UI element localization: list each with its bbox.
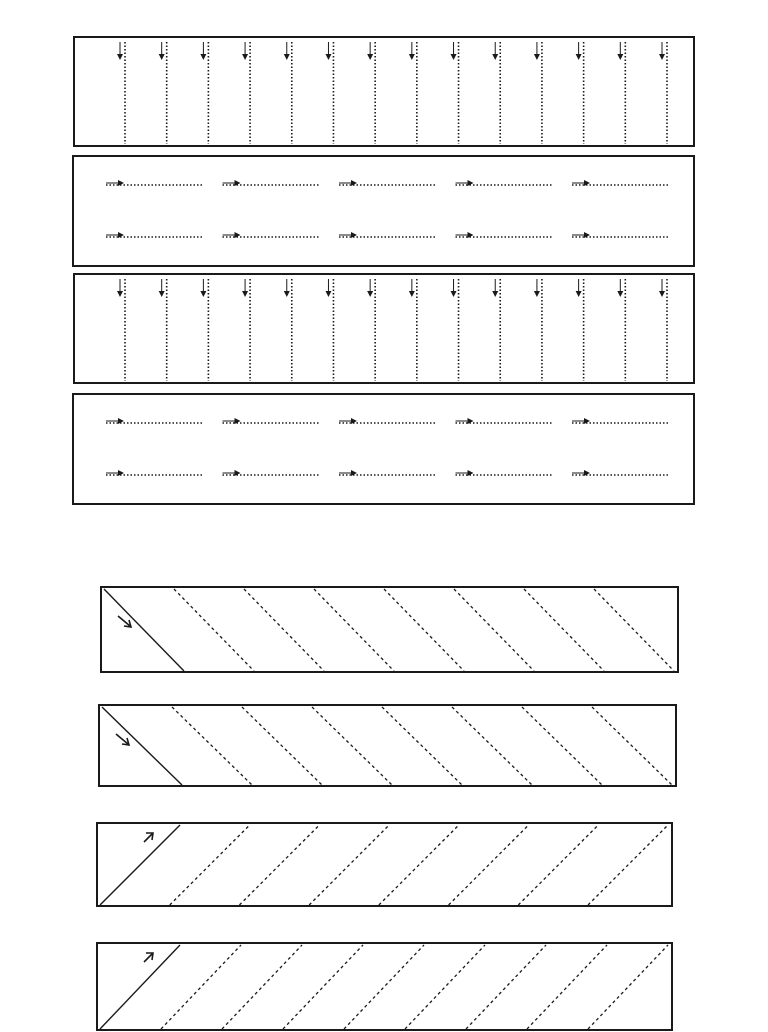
arrow-head-icon bbox=[409, 54, 415, 60]
diagonal-lines-group bbox=[98, 704, 678, 788]
arrow-head-icon bbox=[159, 54, 165, 60]
solid-example-line bbox=[100, 825, 180, 905]
diagonal-lines-group bbox=[96, 942, 674, 1032]
arrow-head-icon bbox=[576, 54, 582, 60]
arrow-icon bbox=[118, 616, 131, 627]
arrow-head-icon bbox=[159, 291, 165, 297]
vertical-tracing-panel-1 bbox=[73, 36, 695, 147]
arrow-head-icon bbox=[242, 291, 248, 297]
dashed-guide-line bbox=[222, 945, 302, 1029]
arrow-head-icon bbox=[284, 291, 290, 297]
arrow-head-icon bbox=[617, 54, 623, 60]
arrow-head-icon bbox=[200, 291, 206, 297]
arrow-head-icon bbox=[242, 54, 248, 60]
dashed-guide-line bbox=[161, 945, 241, 1029]
dashed-guide-line bbox=[344, 945, 424, 1029]
dashed-guide-line bbox=[594, 589, 674, 671]
arrow-head-icon bbox=[617, 291, 623, 297]
arrow-icon bbox=[144, 953, 153, 962]
dashed-guide-line bbox=[382, 707, 462, 785]
dashed-guide-line bbox=[452, 707, 532, 785]
dashed-guide-line bbox=[466, 945, 546, 1029]
dashed-guide-line bbox=[384, 589, 464, 671]
dashed-guide-line bbox=[242, 707, 322, 785]
panel-border bbox=[97, 943, 672, 1030]
horizontal-tracing-panel-1 bbox=[72, 155, 695, 267]
dashed-guide-line bbox=[170, 825, 250, 905]
panel-border bbox=[97, 823, 672, 906]
arrow-head-icon bbox=[409, 291, 415, 297]
solid-example-line bbox=[104, 589, 184, 671]
arrow-head-icon bbox=[492, 291, 498, 297]
panel-border bbox=[99, 705, 676, 786]
diagonal-tracing-panel-4 bbox=[96, 942, 674, 1024]
dashed-guide-line bbox=[312, 707, 392, 785]
vertical-tracing-panel-2 bbox=[73, 273, 695, 384]
dashed-guide-line bbox=[174, 589, 254, 671]
dashed-guide-line bbox=[405, 945, 485, 1029]
dashed-guide-line bbox=[588, 945, 668, 1029]
dashed-guide-line bbox=[239, 825, 319, 905]
arrow-head-icon bbox=[284, 54, 290, 60]
diagonal-tracing-panel-2 bbox=[98, 704, 678, 788]
arrow-head-icon bbox=[576, 291, 582, 297]
arrow-head-icon bbox=[200, 54, 206, 60]
dashed-guide-line bbox=[592, 707, 672, 785]
arrow-head-icon bbox=[325, 291, 331, 297]
arrow-head-icon bbox=[492, 54, 498, 60]
arrow-head-icon bbox=[367, 291, 373, 297]
arrow-head-icon bbox=[659, 54, 665, 60]
dashed-guide-line bbox=[522, 707, 602, 785]
dashed-guide-line bbox=[244, 589, 324, 671]
arrow-head-icon bbox=[325, 54, 331, 60]
arrow-icon bbox=[144, 833, 153, 842]
diagonal-tracing-panel-1 bbox=[100, 586, 680, 674]
dashed-guide-line bbox=[524, 589, 604, 671]
arrow-head-icon bbox=[659, 291, 665, 297]
diagonal-lines-group bbox=[96, 822, 674, 908]
arrow-head-icon bbox=[117, 54, 123, 60]
arrow-head-icon bbox=[117, 291, 123, 297]
dashed-guide-line bbox=[518, 825, 598, 905]
dashed-guide-line bbox=[379, 825, 459, 905]
dashed-guide-line bbox=[172, 707, 252, 785]
vertical-lines-group bbox=[75, 275, 697, 386]
panel-border bbox=[101, 587, 678, 672]
solid-example-line bbox=[100, 945, 180, 1029]
vertical-lines-group bbox=[75, 38, 697, 149]
solid-example-line bbox=[102, 707, 182, 785]
arrow-head-icon bbox=[451, 54, 457, 60]
arrow-head-icon bbox=[534, 291, 540, 297]
arrow-head-icon bbox=[367, 54, 373, 60]
arrow-icon bbox=[116, 734, 129, 745]
dashed-guide-line bbox=[527, 945, 607, 1029]
dashed-guide-line bbox=[588, 825, 668, 905]
dashed-guide-line bbox=[314, 589, 394, 671]
dashed-guide-line bbox=[283, 945, 363, 1029]
arrow-head-icon bbox=[534, 54, 540, 60]
dashed-guide-line bbox=[454, 589, 534, 671]
horizontal-tracing-panel-2 bbox=[72, 393, 695, 505]
diagonal-lines-group bbox=[100, 586, 680, 674]
horizontal-lines-group bbox=[74, 395, 697, 507]
dashed-guide-line bbox=[309, 825, 389, 905]
horizontal-lines-group bbox=[74, 157, 697, 269]
dashed-guide-line bbox=[449, 825, 529, 905]
arrow-head-icon bbox=[451, 291, 457, 297]
diagonal-tracing-panel-3 bbox=[96, 822, 674, 908]
